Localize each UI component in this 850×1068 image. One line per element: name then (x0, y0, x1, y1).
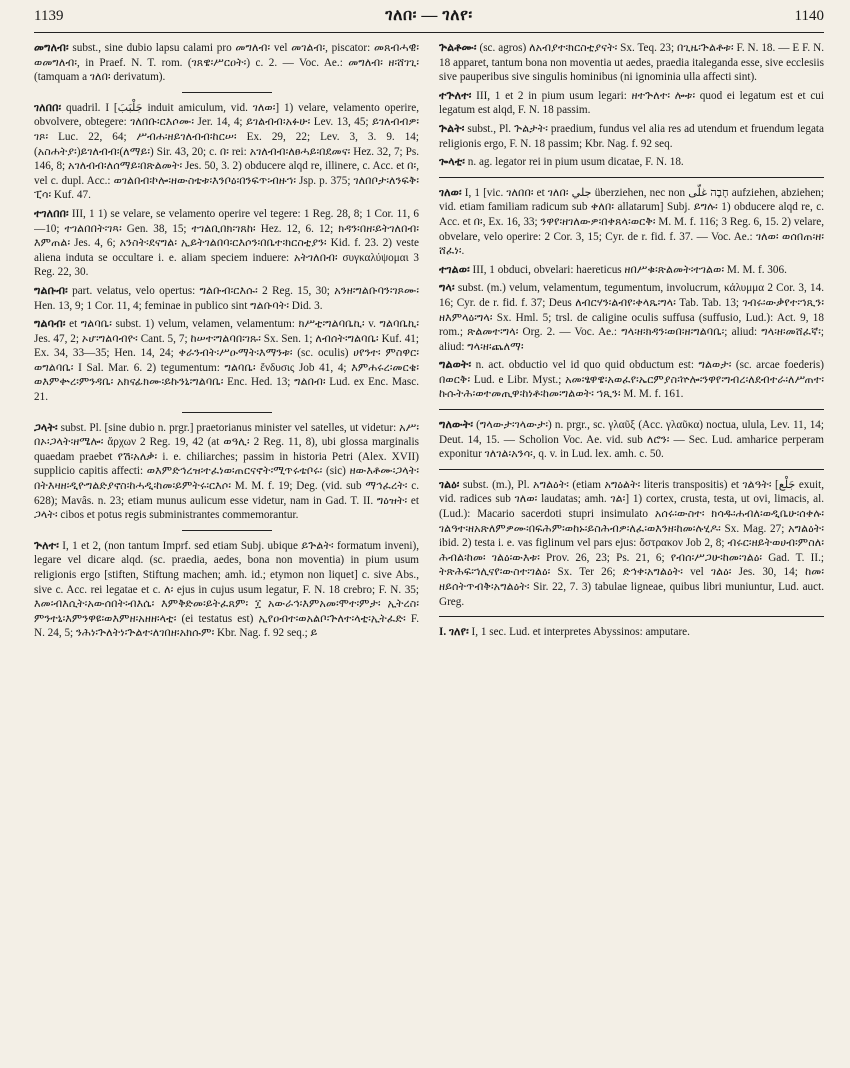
entry-text: subst. (m.) velum, velamentum, tegumentum, involucrum, κάλυμμα 2 Cor. 3, 14. 16; Cyr. de r. fid. f. 37; Deus ለብርሃን፡ልብየ፡ቀላጼ፡ግላ፡ Tab. Tab. 13; ገብሩ፡ውቃየተ፡ኀጺን፡ዘእምላዕ፡ግላ፡ Sx. Hml. 5; trsl. de caligine oculis suffusa (suffusio, Lud.): Act. 9, 18 rom.; ጽልመተ፡ግላ፡ Org. 2. — Voc. Ae.: ግላ፡ዘ፡ክዳን፡ወበ፡ዘ፡ግልባቤ፡; aliud: ግላ፡ዘ፡መሸፈኛ፡; aliud: ግላ፡ዘ፡ጨለማ፡ (439, 282, 824, 353)
entry-headword: ግላ፡ (439, 282, 455, 295)
entry-headword: ተገለበበ፡ (34, 207, 69, 220)
entry-separator (182, 92, 272, 93)
page-number-left: 1139 (34, 8, 64, 24)
running-header (34, 6, 824, 33)
entry-headword: ገለበበ፡ (34, 101, 62, 114)
page-number-right: 1140 (794, 8, 824, 24)
entry-separator (182, 412, 272, 413)
entry-text: (ግላውታ፡ገላውታ፡) n. prgr., sc. γλαῦξ (Acc. γλαῦκα) noctua, ulula, Lev. 11, 14; Deut. 14, 15. — Scholion Voc. Ae. vid. sub ለሮን፡ — Sec. Lud. amharice perperam exponitur ገለገል፡አንሳ፡, q. v. in Lud. lex. amh. c. 50. (439, 419, 824, 461)
entry-separator (182, 530, 272, 531)
entry-text: III, 1 obduci, obvelari: haereticus ዘበሥቁ፡ጽልመት፡ተገልወ፡ M. M. f. 306. (469, 263, 787, 276)
entry-text: I, 1 [vic. ገለበበ፡ et ገለበ፡ جلي überziehen, nec non חָבָה غلّى aufziehen, abziehen; vid. etiam familiam radicum sub ቀለበ፡ allatarum] Subj. ይግሉ፡ 1) obducere alqd re, c. Acc. et በ፡, Ex. 16, 33; ንዋየ፡ዘገለውዎ፡በቀጸላ፡ወርቅ፡ M. M. f. 116; 3 Reg. 6, 15. 2) velare, obvelare, velo operire: 2 Cor. 3, 15; Cyr. de r. fid. f. 37. — Voc. Ae.: ገለወ፡ ወሰበጠ፡ዘ፡ሸፈነ፡. (439, 186, 824, 258)
entry-separator (439, 409, 824, 410)
entry-separator (439, 177, 824, 178)
dictionary-entry (439, 41, 824, 85)
entry-headword: ግለውት፡ (439, 419, 473, 432)
columns (34, 41, 824, 1061)
dictionary-entry (439, 625, 824, 640)
entry-text: III, 1 1) se velare, se velamento operire vel tegere: 1 Reg. 28, 8; 1 Cor. 11, 6—10; ተገልበበት፡ገጻ፡ Gen. 38, 15; ተገልቢበክ፡ገጸከ፡ Hez. 12, 6. 12; ክዳን፡በዘ፡ይትገለበብ፡እምጠል፡ Jes. 4, 6; አንስት፡ደናግል፡ ኢይትገልበባ፡ርእሶን፡በቤተ፡ክርስቲያን፡ Kid. f. 23. 2) veste aliena induta se occultare i. e. aliam speciem induere: አትገለበብ፡ συγκαλύψομαι 3 Reg. 22, 30. (34, 207, 419, 279)
right-column (439, 41, 824, 1061)
entry-headword: ገልዕ፡ (439, 478, 460, 491)
entry-text: III, 1 et 2 in pium usum legari: ዘተጕለተ፡ ሎቱ፡ quod ei legatum est et cui legatum est alqd, F. N. 18 passim. (439, 89, 824, 117)
dictionary-entry (439, 89, 824, 118)
running-title: ገለበ፡ — ገለየ፡ (385, 7, 473, 24)
entry-headword: ተጕለተ፡ (439, 89, 472, 102)
entry-text: quadril. I [جَلْبَبَ induit amiculum, vid. ገለወ፡] 1) velare, velamento operire, obvolvere, obtegere: ገለበቡ፡ርእሶሙ፡ Jer. 14, 4; ይገልብብ፡አፉሁ፡ Lev. 13, 45; ይገለብብዎ፡ገጾ፡ Luc. 22, 64; ሥብሐ፡ዘይገለብብ፡ከርሠ፡ Ex. 29, 22; Lev. 3, 3. 9. 14; (አስሐትያ፡)ይገለብብ፡(ለማይ፡) Sir. 43, 20; c. በ፡ rei: አገለብብ፡ለፀሓይ፡በደመና፡ Hez. 32, 7; Ps. 146, 8; አገለብብ፡ለሰማይ፡በጽልመት፡ Jes. 50, 3. 2) obducere alqd re, illinere, c. Acc. et በ፡, vel c. dupl. Acc.: ወገልበብ፡ኮሎ፡ዘውስቴቱ፡እንቦዕ፡በንፍጥ፡ብዙኀ፡ Jsp. p. 375; ገለበቦታ፡ለንፍቅ፡ፒሳ፡ Kuf. 47. (34, 101, 419, 202)
dictionary-entry (34, 317, 419, 405)
dictionary-entry (34, 41, 419, 85)
dictionary-entry (34, 421, 419, 523)
dictionary-entry (34, 207, 419, 280)
entry-headword: ጕለተ፡ (34, 539, 59, 552)
entry-headword: ገለወ፡ (439, 186, 462, 199)
entry-headword: ግልባብ፡ (34, 318, 66, 331)
entry-text: (sc. agros) ለአብያተ፡ክርስቲያናት፡ Sx. Teq. 23; በጊዜ፡ጕልቶቱ፡ F. N. 18. — E F. N. 18 apparet, tantum bona non moventia ut aedes, praedia italeganda esse, sive ecclesiis sive pauperibus sive singulis hominibus (ni ignominia ulla affecti sint). (439, 42, 824, 84)
dictionary-entry (439, 186, 824, 259)
entry-headword: ጕልት፡ (439, 122, 465, 135)
dictionary-entry (439, 122, 824, 151)
left-column (34, 41, 419, 1061)
entry-separator (439, 616, 824, 617)
entry-text: subst. Pl. [sine dubio n. prgr.] praetorianus minister vel satelles, ut videtur: አሥ፡በኦ፡ጋላት፡ዘሜሎ፡ ἄρχων 2 Reg. 19, 42 (at ወዓሊ፡ 2 Reg. 11, 8), ubi glossa marginalis quaedam praebet የሽ፡አለቃ፡ i. e. chiliarches; passim in historia Petri (Alex. XVII) supplicio capitis affecti: ወእምድኅረዝ፡ተፈነወ፡ጠርናኖት፡ሚጥሩቴቦሩ፡ (sic) ዘውእቶሙ፡ጋላት፡በትእዛዘ፡ዲዮግልድያኖስ፡ከሓዲ፡ከመ፡ይምትሩ፡ርእሶ፡ M. M. f. 19; Deg. (vid. sub ማኅፈረት፡ c. 628); Mavâs. n. 23; etiam munus aulicum esse videtur, nam in Gad. T. II. ግዕዝት፡ et ጋላት፡ cibos et potus regis subministrantes commemorantur. (34, 421, 419, 522)
entry-headword: ጕልቶሙ፡ (439, 42, 477, 54)
entry-text: subst., Pl. ጕልታት፡ praedium, fundus vel alia res ad utendum et fruendum legata religionis ergo, F. N. 18 passim; Kbr. Nag. f. 92 seq. (439, 122, 824, 150)
entry-text: I, 1 sec. Lud. et interpretes Abyssinos: amputare. (468, 626, 690, 639)
entry-headword: ግልወት፡ (439, 359, 472, 372)
entry-headword: ተገልወ፡ (439, 263, 470, 276)
entry-headword: ጐላቲ፡ (439, 156, 465, 169)
dictionary-entry (34, 101, 419, 203)
entry-text: et ግልባቤ፡ subst. 1) velum, velamen, velamentum: ክሥቲ፡ግልባቤኪ፡ v. ግልባቤኪ፡ Jes. 47, 2; ኦሆ፡ግልባብዮ፡ Cant. 5, 7; ከሠተ፡ግልባበ፡ገጹ፡ Sx. Sen. 1; ለብሰት፡ግልባቤ፡ Kuf. 41; Ex. 34, 33—35; Hen. 14, 24; ቀራንብት፡ሥዑማት፡እማንቱ፡ (sc. oculis) ሀየንተ፡ ምስዋር፡ወግልባቤ፡ I Sal. Mar. 6. 2) tegumentum: ግልባቤ፡ ἔνδυσις Job 41, 4; እምሐሩረ፡መርቄ፡ወእምቍረ፡ምንዳቤ፡ አክናፊክሙ፡ይኩንኒ፡ግልባቤ፡ Enc. Hed. 13; ግልበብ፡ Lud. ex Enc. Masc. 21. (34, 318, 419, 404)
entry-text: n. act. obductio vel id quo quid obductum est: ግልወታ፡ (sc. arcae foederis) በወርቅ፡ Lud. e Libr. Myst.; አመ፡ፄዋዌ፡አወፈየ፡ኤርምያስ፡ኵሎ፡ንዋየ፡ግብረ፡ለደብተራ፡ለሥጠተ፡ኩሱትሕ፡ወተመጢዋ፡ከነቶ፡ከመ፡ግልወት፡ ኀጺን፡ M. M. f. 161. (439, 359, 824, 401)
entry-headword: I. ገለየ፡ (439, 626, 469, 639)
entry-text: n. ag. legator rei in pium usum dicatae, F. N. 18. (464, 156, 684, 169)
dictionary-entry (34, 539, 419, 641)
dictionary-entry (439, 478, 824, 609)
dictionary-entry (439, 155, 824, 170)
entry-text: subst. (m.), Pl. አግልዕት፡ (etiam አግዕልት፡ literis transpositis) et ገልዓት፡ [جَلْع exuit, vid. radices sub ገለወ፡ laudatas; amh. ገል፡] 1) cortex, crusta, testa, ut ovi, limacis, al. (Lud.): Macario sacerdoti stupri insimulato አሰሩ፡ውስተ፡ ክሳዱ፡ሐብለ፡ወዲቤሁ፡ሰቀሉ፡ገልዓተ፡ዘአጽለምዎሙ፡በፍሕም፡ወከኑ፡ይስሕብዎ፡ለፈ፡ወእንዘ፡ከመ፡ሉሂዶ፡ Sx. Mag. 27; አግልዕት፡ ibid. 2) testa i. e. vas figlinum vel pars ejus: ὄστρακον Job 2, 8; ብሩር፡ዘይትወሀብ፡ምስለ፡ሕብል፡ከመ፡ ገልዕ፡ውእቱ፡ Prov. 26, 23; Ps. 21, 6; የብሰ፡ሥጋሁ፡ከመ፡ገልዕ፡ Gad. T. II.; ትጽሕፍ፡ኀሊናየ፡ውስተ፡ገልዕ፡ Sx. Ter 26; ድኅቀ፡አግልዕት፡ vel ገልዕ፡ Jes. 30, 14; ከመ፡ዘይሰትጥብቅ፡አግልዕት፡ Sir. 22, 7. 3) tabulae ligneae, quibus libri muniuntur, Lud. auct. Greg. (439, 478, 824, 608)
entry-text: part. velatus, velo opertus: ግልቡብ፡ርእሱ፡ 2 Reg. 15, 30; አንዘ፡ግልቡባን፡ገጾሙ፡ Hen. 13, 9; 1 Cor. 11, 4; feminae in publico sint ግልቡባት፡ Did. 3. (34, 284, 419, 312)
dictionary-entry (439, 281, 824, 354)
dictionary-entry (34, 284, 419, 313)
entry-text: subst., sine dubio lapsu calami pro መግለብ፡ vel መገልብ፡, piscator: መጸብሓዊ፡ወመግለብ፡, in Praef. N. T. rom. (ገጸዌ፡ሥርዐት፡) c. 2. — Voc. Ae.: መግለብ፡ ዘ፡ሸገጊ፡ (tamquam a ገለበ፡ derivatum). (34, 42, 419, 84)
entry-headword: ግልቡብ፡ (34, 284, 68, 297)
entry-headword: ጋላት፡ (34, 421, 58, 434)
dictionary-entry (439, 418, 824, 462)
entry-headword: መግለብ፡ (34, 42, 69, 54)
dictionary-entry (439, 263, 824, 278)
entry-text: I, 1 et 2, (non tantum Imprf. sed etiam Subj. ubique ይጕልት፡ formatum inveni), legare vel dicare alqd. (sc. praedia, aedes, bona non moventia) in pium usum religionis ergo [stiften, Stiftung machen; amh. id.; etymon non liquet] c. sive Abs., sive c. Acc. rei legatae et c. ለ፡ ejus in cujus usum legatur, F. N. 18 crebro; F. N. 35; እመ፡ብእሲት፡አውሰበት፡ብእሴ፡ እምቅድመ፡ይትፈጸም፡ ፲ አውራኅ፡እምአመ፡ሞተ፡ምታ፡ ኢትረስ፡ምንተኒ፡እምንዋዩ፡ወእምዘ፡አዘዘ፡ላቲ፡ (ei testatus est) ኢየዐብተ፡ወአልቦ፡ጕለተ፡ላቲ፡ኢትፈድ፡ F. N. 24, 5; ንሕነ፡ጕለትነ፡ጕልተ፡ለገበዘ፡አክሱም፡ Kbr. Nag. f. 92 seq.; ይ (34, 539, 419, 640)
entry-separator (439, 469, 824, 470)
dictionary-entry (439, 358, 824, 402)
